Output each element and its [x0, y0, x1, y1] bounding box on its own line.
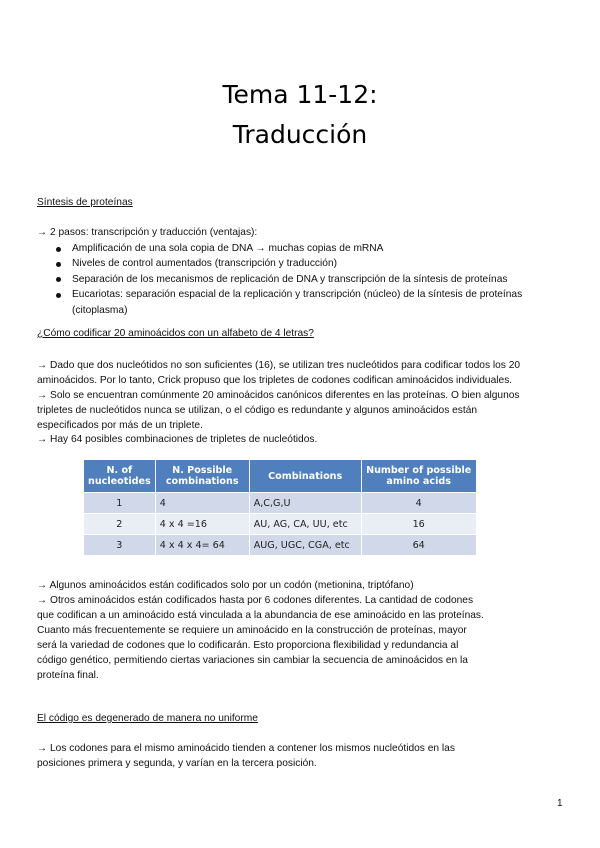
section-heading-sintesis: Síntesis de proteínas [37, 197, 133, 208]
table-cell: 4 [155, 493, 249, 514]
paragraph-line: que codifican a un aminoácido está vinculada a la abundancia de ese aminoácido en las proteínas. [37, 610, 484, 621]
paragraph-line: Cuanto más frecuentemente se requiere un aminoácido en la construcción de proteínas, mayor [37, 625, 467, 636]
table-cell: AU, AG, CA, UU, etc [249, 514, 361, 535]
table-cell: 4 x 4 =16 [155, 514, 249, 535]
paragraph-line: → 2 pasos: transcripción y traducción (ventajas): [37, 227, 258, 238]
paragraph-line: → Otros aminoácidos están codificados hasta por 6 codones diferentes. La cantidad de codones [37, 595, 474, 606]
paragraph-line: proteína final. [37, 670, 99, 681]
codon-combinations-table [83, 459, 477, 556]
paragraph-line: especificados por más de un triplete. [37, 420, 203, 431]
paragraph-line: → Algunos aminoácidos están codificados solo por un codón (metionina, triptófano) [37, 580, 414, 591]
table-cell: 2 [84, 514, 156, 535]
list-item-text: Separación de los mecanismos de replicación de DNA y transcripción de la síntesis de proteínas [72, 273, 508, 285]
list-item [56, 287, 522, 318]
document-title-line2: Traducción [232, 120, 368, 149]
table-row [84, 493, 477, 514]
list-item [56, 272, 522, 287]
table-cell: A,C,G,U [249, 493, 361, 514]
paragraph-line: aminoácidos. Por lo tanto, Crick propuso que los tripletes de codones codifican aminoácidos individuales. [37, 375, 513, 386]
paragraph-line: posiciones primera y segunda, y varían en la tercera posición. [37, 758, 317, 769]
table-cell: 1 [84, 493, 156, 514]
paragraph-line: → Dado que dos nucleótidos no son suficientes (16), se utilizan tres nucleótidos para codificar todos los 20 [37, 360, 521, 371]
paragraph-line: código genético, permitiendo ciertas variaciones sin cambiar la secuencia de aminoácidos en la [37, 655, 468, 666]
bullet-list [56, 241, 522, 318]
table-header: N. of nucleotides [84, 460, 156, 493]
page-number: 1 [557, 798, 563, 809]
paragraph-line: tripletes de nucleótidos nunca se utilizan, o el código es redundante y algunos aminoácidos están [37, 405, 478, 416]
table-row [84, 535, 477, 556]
table-cell: 16 [361, 514, 476, 535]
table-header: N. Possible combinations [155, 460, 249, 493]
list-item-text: Eucariotas: separación espacial de la replicación y transcripción (núcleo) de la síntesis de proteínas [72, 289, 523, 301]
document-title-line1: Tema 11-12: [222, 80, 378, 109]
paragraph-line: será la variedad de codones que lo codificarán. Esto proporciona flexibilidad y redundancia al [37, 640, 459, 651]
table-cell: 4 x 4 x 4= 64 [155, 535, 249, 556]
table-cell: 3 [84, 535, 156, 556]
section-heading-codificar: ¿Cómo codificar 20 aminoácidos con un alfabeto de 4 letras? [37, 328, 314, 339]
table-row [84, 514, 477, 535]
paragraph-line: → Los codones para el mismo aminoácido tienden a contener los mismos nucleótidos en las [37, 743, 455, 754]
table-cell: 4 [361, 493, 476, 514]
section-heading-degenerado: El código es degenerado de manera no uniforme [37, 713, 258, 724]
table-header-row [84, 460, 477, 493]
table-header: Combinations [249, 460, 361, 493]
list-item [56, 256, 522, 271]
list-item-continuation: (citoplasma) [72, 304, 128, 316]
table-header: Number of possible amino acids [361, 460, 476, 493]
list-item-text: Amplificación de una sola copia de DNA → muchas copias de mRNA [72, 243, 384, 254]
table-cell: AUG, UGC, CGA, etc [249, 535, 361, 556]
table-cell: 64 [361, 535, 476, 556]
list-item-text: Niveles de control aumentados (transcripción y traducción) [72, 258, 337, 270]
paragraph-line: → Solo se encuentran comúnmente 20 aminoácidos canónicos diferentes en las proteínas. O bien algunos [37, 390, 520, 401]
list-item [56, 241, 522, 256]
paragraph-line: → Hay 64 posibles combinaciones de tripletes de nucleótidos. [37, 434, 318, 445]
